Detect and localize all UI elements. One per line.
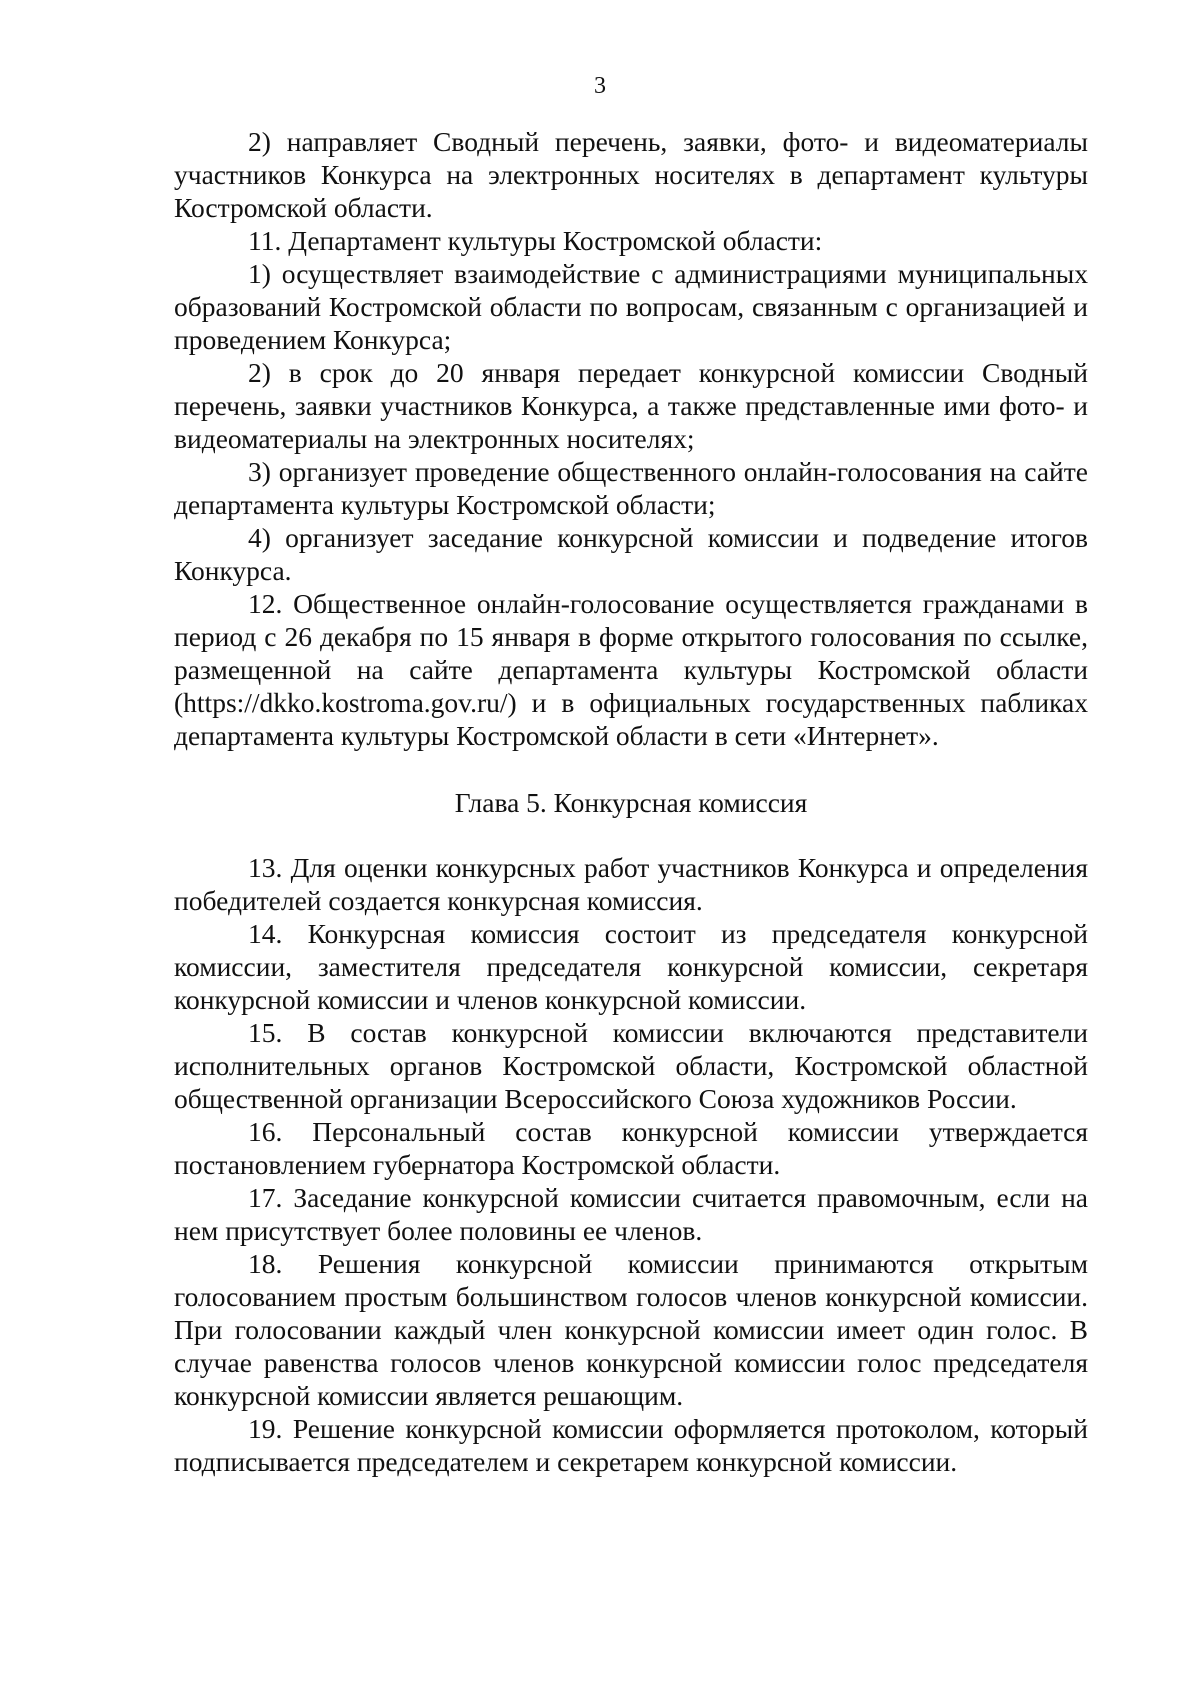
paragraph-item-11-2: 2) в срок до 20 января передает конкурсной комиссии Сводный перечень, заявки участников Конкурса, а также представленные ими фото- и видеоматериалы на электронных носителях;: [174, 357, 1088, 454]
paragraph-item-16: 16. Персональный состав конкурсной комиссии утверждается постановлением губернатора Костромской области.: [174, 1116, 1088, 1180]
paragraph-item-18: 18. Решения конкурсной комиссии принимаются открытым голосованием простым большинством голосов членов конкурсной комиссии. При голосовании каждый член конкурсной комиссии имеет один голос. В случае равенства голосов членов конкурсной комиссии голос председателя конкурсной комиссии является решающим.: [174, 1248, 1088, 1411]
page-number: 3: [594, 73, 606, 99]
paragraph-item-10-2: 2) направляет Сводный перечень, заявки, фото- и видеоматериалы участников Конкурса на электронных носителях в департамент культуры Костромской области.: [174, 126, 1088, 223]
paragraph-item-11: 11. Департамент культуры Костромской области:: [248, 225, 823, 256]
section-after-heading: [174, 851, 1088, 1478]
paragraph-item-13: 13. Для оценки конкурсных работ участников Конкурса и определения победителей создается конкурсная комиссия.: [174, 852, 1088, 916]
paragraph-item-11-4: 4) организует заседание конкурсной комиссии и подведение итогов Конкурса.: [174, 522, 1088, 586]
chapter-heading: Глава 5. Конкурсная комиссия: [454, 787, 808, 818]
paragraph-item-12: 12. Общественное онлайн-голосование осуществляется гражданами в период с 26 декабря по 15 января в форме открытого голосования по ссылке, размещенной на сайте департамента культуры Костромской области (https://dkko.kostroma.gov.ru/) и в официальных государственных пабликах департамента культуры Костромской области в сети «Интернет».: [174, 588, 1088, 751]
paragraph-item-17: 17. Заседание конкурсной комиссии считается правомочным, если на нем присутствует более половины ее членов.: [174, 1182, 1088, 1246]
paragraph-item-14: 14. Конкурсная комиссия состоит из председателя конкурсной комиссии, заместителя председателя конкурсной комиссии, секретаря конкурсной комиссии и членов конкурсной комиссии.: [174, 918, 1088, 1015]
paragraph-item-11-3: 3) организует проведение общественного онлайн-голосования на сайте департамента культуры Костромской области;: [174, 456, 1088, 520]
paragraph-item-15: 15. В состав конкурсной комиссии включаются представители исполнительных органов Костромской области, Костромской областной общественной организации Всероссийского Союза художников России.: [174, 1017, 1088, 1114]
section-before-heading: [174, 125, 1088, 752]
document-body: [174, 125, 1088, 1478]
paragraph-item-11-1: 1) осуществляет взаимодействие с администрациями муниципальных образований Костромской области по вопросам, связанным с организацией и проведением Конкурса;: [174, 258, 1088, 355]
paragraph-item-19: 19. Решение конкурсной комиссии оформляется протоколом, который подписывается председателем и секретарем конкурсной комиссии.: [174, 1413, 1088, 1477]
